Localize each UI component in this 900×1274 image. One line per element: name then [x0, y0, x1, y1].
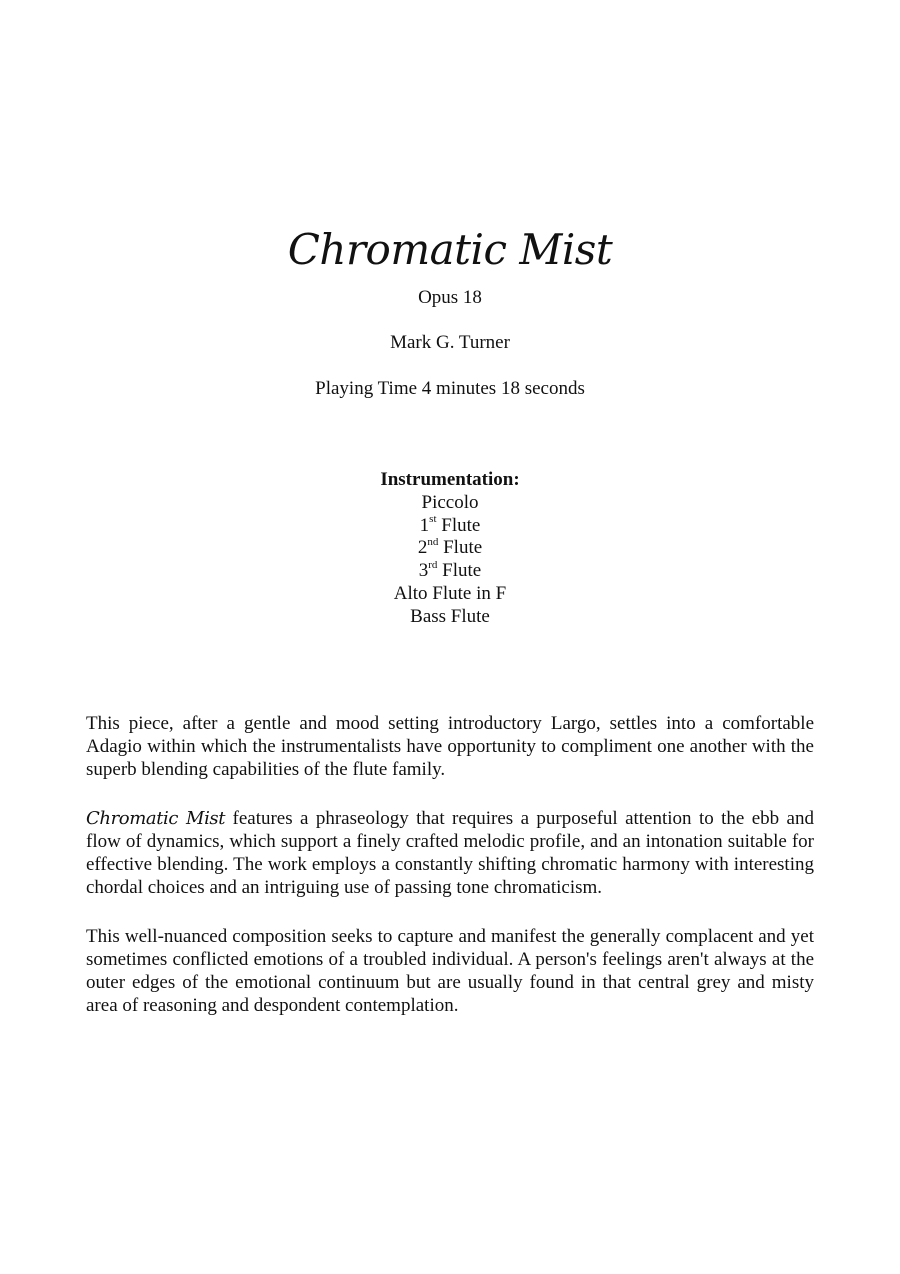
instrument-item: 1st Flute: [419, 513, 481, 536]
instrument-item: Piccolo: [421, 491, 479, 513]
composer-name: Mark G. Turner: [390, 332, 510, 353]
playing-time: Playing Time 4 minutes 18 seconds: [315, 378, 585, 399]
description-paragraph-1: This piece, after a gentle and mood setting introductory Largo, settles into a comfortable Adagio within which the instrumentalists have opportunity to compliment one another with the superb blending capabilities of the flute family.: [86, 713, 814, 780]
instrument-item: 2nd Flute: [417, 536, 483, 559]
piece-title: Chromatic Mist: [287, 225, 613, 274]
instrument-item: 3rd Flute: [418, 558, 482, 582]
instrumentation-heading: Instrumentation:: [380, 469, 520, 490]
instrumentation-list: [0, 469, 900, 629]
description-paragraph-2: [86, 807, 814, 899]
instrument-item: Alto Flute in F: [393, 582, 507, 604]
paragraph-2-text: features a phraseology that requires a purposeful attention to the ebb and flow of dynamics, which support a finely crafted melodic profile, and an intonation suitable for effective blending. The work employs a constantly shifting chromatic harmony with interesting chordal choices and an intriguing use of passing tone chromaticism.: [86, 808, 814, 898]
opus-number: Opus 18: [418, 287, 482, 308]
inline-piece-title: Chromatic Mist: [86, 808, 226, 829]
instrument-item: Bass Flute: [410, 605, 490, 627]
description-paragraph-3: This well-nuanced composition seeks to capture and manifest the generally complacent and yet sometimes conflicted emotions of a troubled individual. A person's feelings aren't always at the outer edges of the emotional continuum but are usually found in that central grey and misty area of reasoning and despondent contemplation.: [86, 926, 814, 1016]
